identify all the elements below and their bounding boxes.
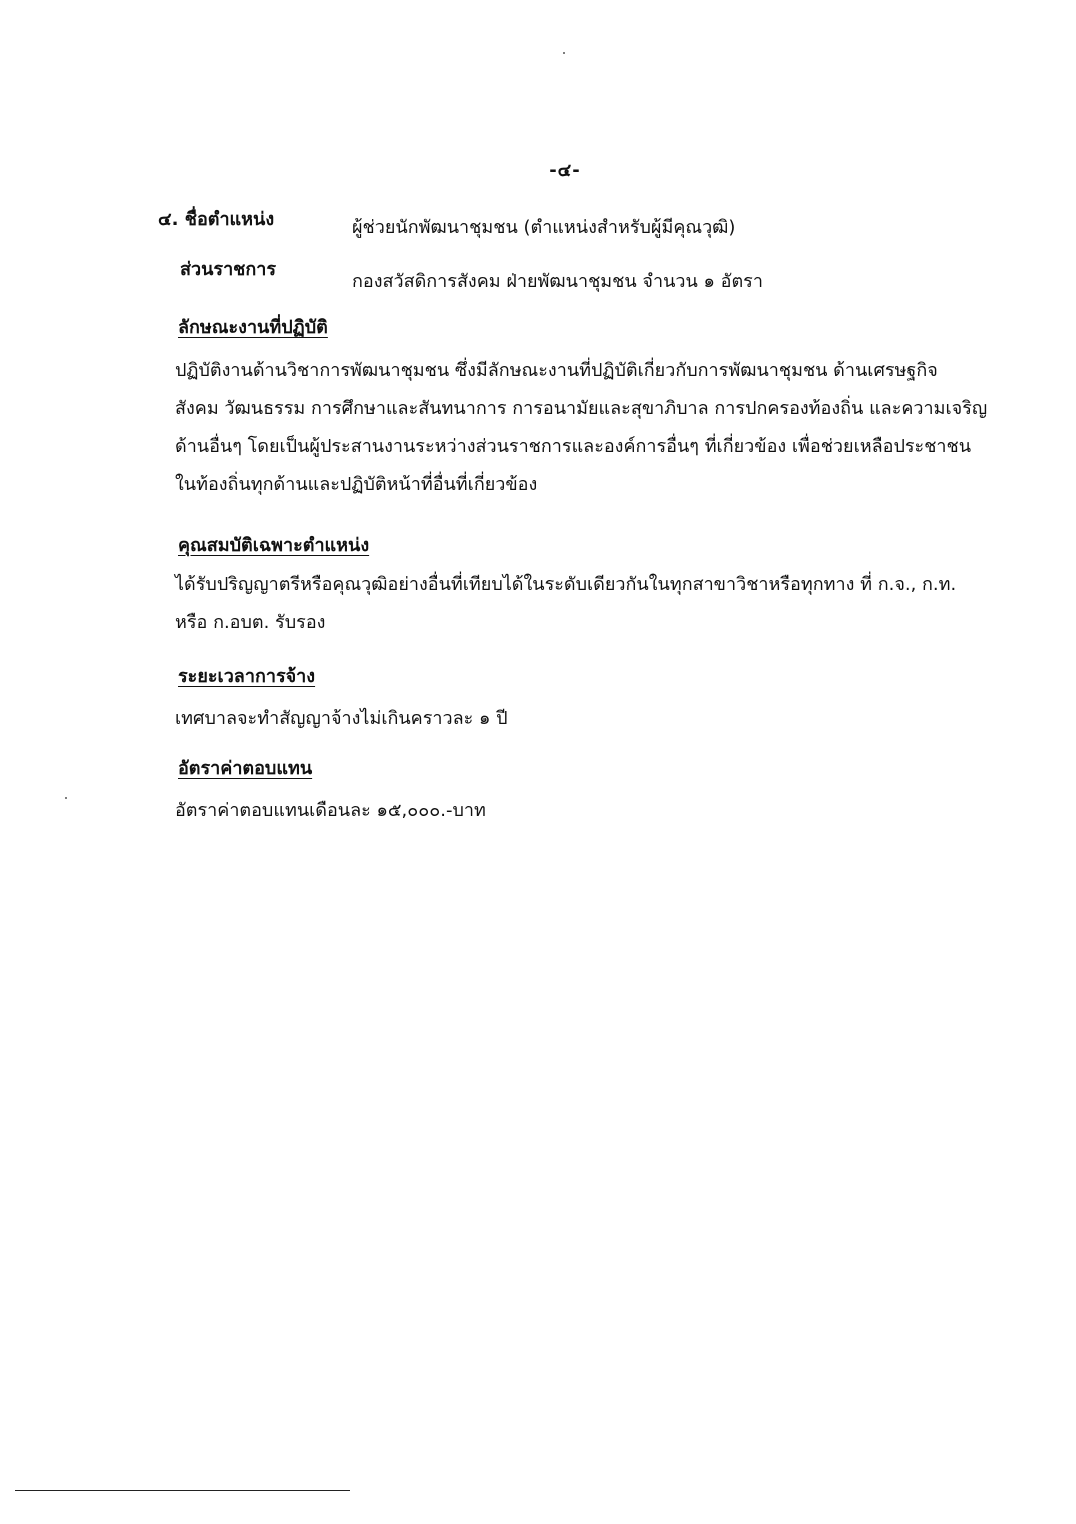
qualifications-line: หรือ ก.อบต. รับรอง (175, 612, 326, 633)
duties-line: ด้านอื่นๆ โดยเป็นผู้ประสานงานระหว่างส่วนราชการและองค์การอื่นๆ ที่เกี่ยวข้อง เพื่อช่วยเหลือประชาชน (175, 436, 972, 457)
department-value: กองสวัสดิการสังคม ฝ่ายพัฒนาชุมชน จำนวน ๑ อัตรา (352, 271, 763, 292)
duties-line: สังคม วัฒนธรรม การศึกษาและสันทนาการ การอนามัยและสุขาภิบาล การปกครองท้องถิ่น และความเจริญ (175, 398, 988, 419)
department-row (180, 258, 276, 282)
page-number: -๔- (549, 160, 581, 181)
qualifications-paragraph (175, 566, 975, 642)
employment-period-line: เทศบาลจะทำสัญญาจ้างไม่เกินคราวละ ๑ ปี (175, 708, 508, 729)
duties-heading: ลักษณะงานที่ปฏิบัติ (178, 317, 328, 338)
duties-line: ปฏิบัติงานด้านวิชาการพัฒนาชุมชน ซึ่งมีลักษณะงานที่ปฏิบัติเกี่ยวกับการพัฒนาชุมชน ด้านเศรษฐกิจ (175, 360, 938, 381)
duties-line: ในท้องถิ่นทุกด้านและปฏิบัติหน้าที่อื่นที่เกี่ยวข้อง (175, 474, 538, 495)
employment-period-heading: ระยะเวลาการจ้าง (178, 666, 316, 687)
position-label: ๔. ชื่อตำแหน่ง (158, 209, 275, 230)
qualifications-heading: คุณสมบัติเฉพาะตำแหน่ง (178, 535, 370, 556)
employment-period-paragraph (175, 700, 975, 738)
compensation-line: อัตราค่าตอบแทนเดือนละ ๑๕,๐๐๐.-บาท (175, 800, 486, 821)
bottom-rule (15, 1490, 350, 1491)
position-value: ผู้ช่วยนักพัฒนาชุมชน (ตำแหน่งสำหรับผู้มีคุณวุฒิ) (352, 217, 736, 238)
compensation-heading: อัตราค่าตอบแทน (178, 758, 313, 779)
scan-speck (563, 52, 565, 54)
scan-speck (65, 797, 67, 799)
position-row (158, 208, 274, 232)
position-value-row (352, 216, 735, 240)
duties-paragraph (175, 352, 988, 504)
compensation-paragraph (175, 792, 975, 830)
qualifications-line: ได้รับปริญญาตรีหรือคุณวุฒิอย่างอื่นที่เทียบได้ในระดับเดียวกันในทุกสาขาวิชาหรือทุกทาง ที่ ก.จ., ก.ท. (175, 574, 957, 595)
department-label: ส่วนราชการ (180, 259, 277, 280)
department-value-row (352, 270, 763, 294)
